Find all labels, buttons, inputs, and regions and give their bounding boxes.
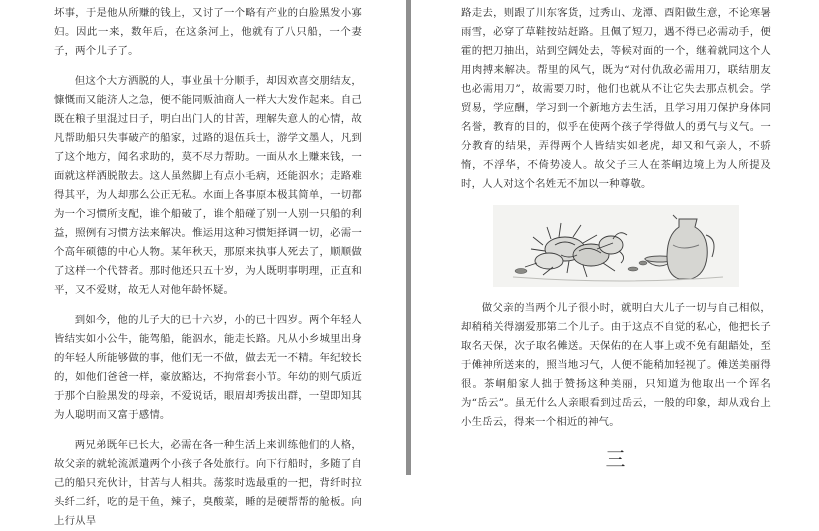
left-page [0,0,406,527]
right-page [411,0,819,475]
paragraph-5: 路走去，则跟了川东客货，过秀山、龙潭、酉阳做生意，不论寒暑雨雪，必穿了草鞋按站赶路。且佩了短刀，遇不得已必需动手，便霍的把刀抽出，站到空阔处去，等候对面的一个，继着就同这个人用肉搏来解决。帮里的风气，既为“对付仇敌必需用刀，联结朋友也必需用刀”，故需要刀时，他们也就从不让它失去那点机会。学贸易，学应酬，学习到一个新地方去生活，且学习用刀保护身体同名誉，教育的目的，似乎在使两个孩子学得做人的勇气与义气。一分教育的结果，弄得两个人皆结实如老虎，却又和气亲人，不骄惰，不浮华，不倚势凌人。故父子三人在茶峒边境上为人所提及时，人人对这个名姓无不加以一种尊敬。 [461,7,771,190]
paragraph-1: 坏事，于是他从所赚的钱上，又讨了一个略有产业的白脸黑发小寡妇。因此一来，数年后，在这条河上，他就有了八只船，一个妻子，两个儿子了。 [54,7,362,57]
still-life-drawing [493,205,739,287]
paragraph-2: 但这个大方洒脱的人，事业虽十分顺手，却因欢喜交朋结友，慷慨而又能济人之急，便不能同贩油商人一样大大发作起来。自己既在粮子里混过日子，明白出门人的甘苦，理解失意人的心情，故凡帮助船只失事破产的船家，过路的退伍兵士，游学文墨人，凡到了这个地方，闻名求助的，莫不尽力帮助。一面从水上赚来钱，一面就这样洒脱散去。这人虽然脚上有点小毛病，还能泅水；走路难得其平，为人却那么公正无私。水面上各事原本极其简单，一切都为一个习惯所支配，谁个船破了，谁个船碰了别一人别一只船的利益，照例有习惯方法来解决。惟运用这种习惯矩择调一切，必需一个高年硕德的中心人物。某年秋天，那原来执事人死去了，顺顺做了这样一个代替者。那时他还只五十岁，为人既明事明理，正直和平，又不爱财，故无人对他年龄怀疑。 [54,75,362,296]
paragraph-4: 两兄弟既年已长大，必需在各一种生活上来训练他们的人格，故父亲的就轮流派遣两个小孩子各处旅行。向下行船时，多随了自己的船只充伙计，甘苦与人相共。荡浆时选最重的一把，背纤时拉头纤二纤，吃的是干鱼，辣子，臭酸菜，睡的是硬帮帮的舱板。向上行从旱 [54,439,362,527]
ink-illustration [493,205,739,287]
paragraph-3: 到如今，他的儿子大的已十六岁，小的已十四岁。两个年轻人皆结实如小公牛，能驾船，能泅水，能走长路。凡从小乡城里出身的年轻人所能够做的事，他们无一不做，做去无一不精。年纪较长的，如他们爸爸一样，豪放豁达，不拘常套小节。年幼的则气质近于那个白脸黑发的母亲，不爱说话，眼眉却秀拔出群，一望即知其为人聪明而又富于感情。 [54,314,362,421]
chapter-number: 三 [605,447,627,471]
paragraph-6: 做父亲的当两个儿子很小时，就明白大儿子一切与自己相似，却稍稍关得溺爱那第二个儿子。由于这点不自觉的私心，他把长子取名天保，次子取名傩送。天保佑的在人事上或不免有龃龉处，至于傩神所送来的，照当地习气，人便不能稍加轻视了。傩送美丽得很。茶峒船家人拙于赞扬这种美丽，只知道为他取出一个诨名为“岳云”。虽无什么人亲眼看到过岳云，一般的印象，却从戏台上小生岳云，得来一个相近的神气。 [461,302,771,428]
